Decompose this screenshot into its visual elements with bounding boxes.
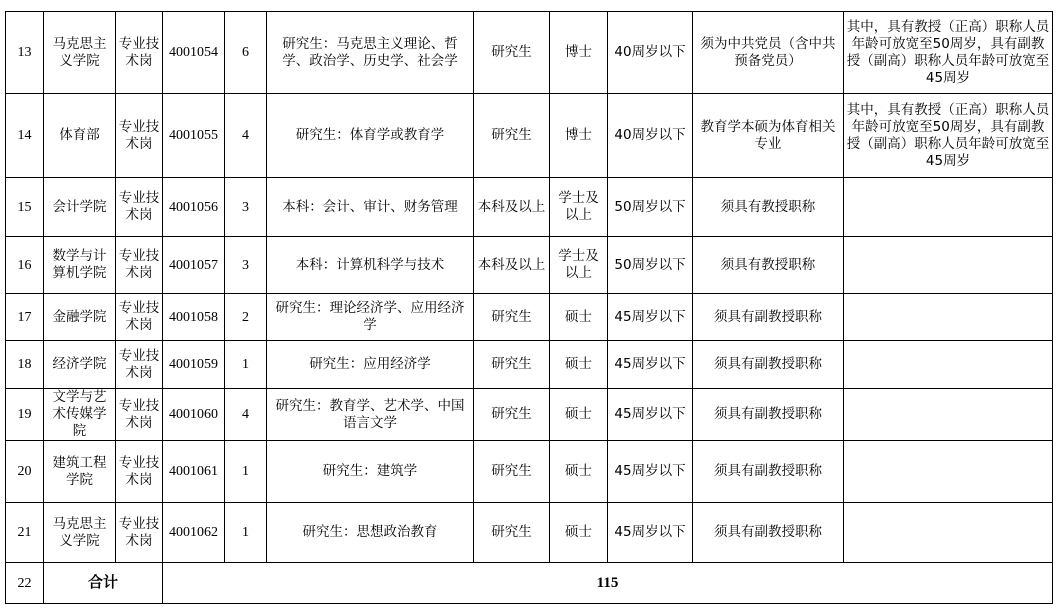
- table-row: [6, 503, 1053, 563]
- cell-req: 须为中共党员（含中共预备党员）: [693, 12, 844, 94]
- table-row: [6, 178, 1053, 237]
- cell-dept: 金融学院: [44, 294, 116, 341]
- cell-type: 专业技术岗: [116, 178, 163, 237]
- cell-note: [844, 341, 1053, 389]
- recruitment-table: [5, 11, 1053, 604]
- cell-major: 本科：会计、审计、财务管理: [267, 178, 474, 237]
- cell-edu: 研究生: [474, 503, 550, 563]
- cell-code: 4001058: [163, 294, 225, 341]
- cell-age: 40周岁以下: [608, 94, 693, 178]
- cell-no: 20: [6, 441, 44, 503]
- cell-note: 其中，具有教授（正高）职称人员年龄可放宽至50周岁，具有副教授（副高）职称人员年龄可放宽至45周岁: [844, 94, 1053, 178]
- cell-degree: 学士及以上: [550, 237, 608, 294]
- cell-edu: 研究生: [474, 12, 550, 94]
- cell-type: 专业技术岗: [116, 94, 163, 178]
- cell-edu: 研究生: [474, 341, 550, 389]
- cell-degree: 硕士: [550, 503, 608, 563]
- cell-edu: 本科及以上: [474, 237, 550, 294]
- cell-degree: 硕士: [550, 294, 608, 341]
- cell-note: [844, 441, 1053, 503]
- table-row: [6, 441, 1053, 503]
- cell-code: 4001054: [163, 12, 225, 94]
- cell-no: 18: [6, 341, 44, 389]
- cell-req: 须具有教授职称: [693, 178, 844, 237]
- cell-code: 4001059: [163, 341, 225, 389]
- cell-code: 4001062: [163, 503, 225, 563]
- cell-req: 须具有副教授职称: [693, 441, 844, 503]
- cell-count: 1: [225, 503, 267, 563]
- cell-dept: 会计学院: [44, 178, 116, 237]
- cell-req: 须具有副教授职称: [693, 294, 844, 341]
- cell-type: 专业技术岗: [116, 389, 163, 441]
- cell-dept: 数学与计算机学院: [44, 237, 116, 294]
- cell-age: 45周岁以下: [608, 294, 693, 341]
- cell-edu: 研究生: [474, 441, 550, 503]
- cell-note: [844, 294, 1053, 341]
- table-row: [6, 294, 1053, 341]
- cell-req: 须具有副教授职称: [693, 503, 844, 563]
- table-row: [6, 94, 1053, 178]
- table-row: [6, 237, 1053, 294]
- cell-note: [844, 503, 1053, 563]
- cell-no: 22: [6, 563, 44, 604]
- cell-note: [844, 178, 1053, 237]
- cell-note: 其中，具有教授（正高）职称人员年龄可放宽至50周岁，具有副教授（副高）职称人员年龄可放宽至45周岁: [844, 12, 1053, 94]
- cell-req: 须具有副教授职称: [693, 389, 844, 441]
- cell-no: 21: [6, 503, 44, 563]
- cell-age: 50周岁以下: [608, 237, 693, 294]
- cell-count: 1: [225, 341, 267, 389]
- cell-age: 40周岁以下: [608, 12, 693, 94]
- cell-dept: 文学与艺术传媒学院: [44, 389, 116, 441]
- cell-dept: 马克思主义学院: [44, 503, 116, 563]
- cell-age: 45周岁以下: [608, 341, 693, 389]
- cell-no: 15: [6, 178, 44, 237]
- cell-degree: 硕士: [550, 341, 608, 389]
- cell-req: 须具有教授职称: [693, 237, 844, 294]
- cell-major: 研究生：马克思主义理论、哲学、政治学、历史学、社会学: [267, 12, 474, 94]
- cell-major: 本科：计算机科学与技术: [267, 237, 474, 294]
- cell-type: 专业技术岗: [116, 12, 163, 94]
- cell-degree: 博士: [550, 12, 608, 94]
- cell-no: 16: [6, 237, 44, 294]
- cell-age: 50周岁以下: [608, 178, 693, 237]
- cell-no: 19: [6, 389, 44, 441]
- cell-major: 研究生：思想政治教育: [267, 503, 474, 563]
- total-label: 合计: [44, 563, 163, 604]
- total-value: 115: [163, 563, 1053, 604]
- table-row: [6, 341, 1053, 389]
- cell-major: 研究生：建筑学: [267, 441, 474, 503]
- cell-degree: 博士: [550, 94, 608, 178]
- cell-no: 17: [6, 294, 44, 341]
- cell-dept: 经济学院: [44, 341, 116, 389]
- cell-code: 4001056: [163, 178, 225, 237]
- cell-degree: 硕士: [550, 441, 608, 503]
- cell-count: 3: [225, 237, 267, 294]
- table-row: [6, 12, 1053, 94]
- cell-major: 研究生：理论经济学、应用经济学: [267, 294, 474, 341]
- cell-major: 研究生：应用经济学: [267, 341, 474, 389]
- cell-code: 4001055: [163, 94, 225, 178]
- total-row: [6, 563, 1053, 604]
- cell-dept: 体育部: [44, 94, 116, 178]
- cell-count: 3: [225, 178, 267, 237]
- cell-no: 14: [6, 94, 44, 178]
- cell-count: 2: [225, 294, 267, 341]
- table-row: [6, 389, 1053, 441]
- cell-count: 4: [225, 389, 267, 441]
- cell-no: 13: [6, 12, 44, 94]
- cell-code: 4001057: [163, 237, 225, 294]
- cell-degree: 学士及以上: [550, 178, 608, 237]
- cell-age: 45周岁以下: [608, 441, 693, 503]
- cell-dept: 马克思主义学院: [44, 12, 116, 94]
- cell-dept: 建筑工程学院: [44, 441, 116, 503]
- cell-req: 须具有副教授职称: [693, 341, 844, 389]
- cell-major: 研究生：教育学、艺术学、中国语言文学: [267, 389, 474, 441]
- cell-major: 研究生：体育学或教育学: [267, 94, 474, 178]
- cell-count: 1: [225, 441, 267, 503]
- cell-type: 专业技术岗: [116, 441, 163, 503]
- cell-note: [844, 237, 1053, 294]
- cell-code: 4001061: [163, 441, 225, 503]
- cell-note: [844, 389, 1053, 441]
- cell-type: 专业技术岗: [116, 237, 163, 294]
- cell-age: 45周岁以下: [608, 389, 693, 441]
- cell-count: 6: [225, 12, 267, 94]
- cell-type: 专业技术岗: [116, 294, 163, 341]
- cell-edu: 研究生: [474, 94, 550, 178]
- cell-age: 45周岁以下: [608, 503, 693, 563]
- cell-type: 专业技术岗: [116, 503, 163, 563]
- cell-edu: 研究生: [474, 389, 550, 441]
- cell-edu: 研究生: [474, 294, 550, 341]
- cell-req: 教育学本硕为体育相关专业: [693, 94, 844, 178]
- cell-edu: 本科及以上: [474, 178, 550, 237]
- cell-type: 专业技术岗: [116, 341, 163, 389]
- cell-degree: 硕士: [550, 389, 608, 441]
- cell-count: 4: [225, 94, 267, 178]
- cell-code: 4001060: [163, 389, 225, 441]
